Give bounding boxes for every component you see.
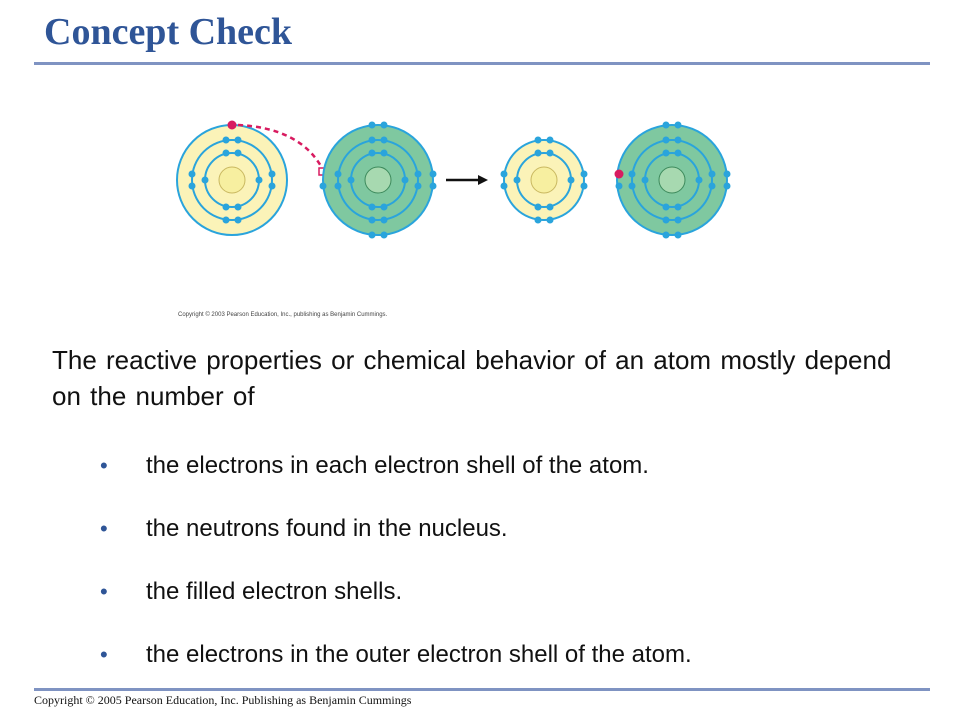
copyright-notice: Copyright © 2005 Pearson Education, Inc. Publishing as Benjamin Cummings: [34, 693, 412, 707]
answer-option-1[interactable]: [100, 448, 900, 484]
electron-transfer-diagram: [160, 108, 760, 253]
answer-text: the filled electron shells.: [146, 578, 403, 605]
answer-text: the electrons in the outer electron shell of the atom.: [146, 641, 692, 668]
answer-option-3[interactable]: [100, 574, 900, 610]
bullet-icon: •: [100, 642, 108, 667]
atom-acceptor: [320, 122, 437, 239]
answer-option-4[interactable]: [100, 637, 900, 673]
bullet-icon: •: [100, 516, 108, 541]
atom-anion: [615, 122, 731, 239]
bullet-icon: •: [100, 453, 108, 478]
atom-cation: [501, 137, 588, 224]
answer-text: the neutrons found in the nucleus.: [146, 515, 508, 542]
question-text: The reactive properties or chemical behavior of an atom mostly depend on the number of: [52, 345, 892, 411]
figure-credit: Copyright © 2003 Pearson Education, Inc., publishing as Benjamin Cummings.: [178, 312, 388, 318]
slide-title: Concept Check: [44, 11, 293, 53]
bullet-icon: •: [100, 579, 108, 604]
answer-option-2[interactable]: [100, 511, 900, 547]
atom-donor: [177, 121, 287, 236]
atom-diagram-svg: [160, 108, 760, 248]
title-divider: [34, 62, 930, 65]
answer-text: the electrons in each electron shell of the atom.: [146, 452, 649, 479]
footer-divider: [34, 688, 930, 691]
